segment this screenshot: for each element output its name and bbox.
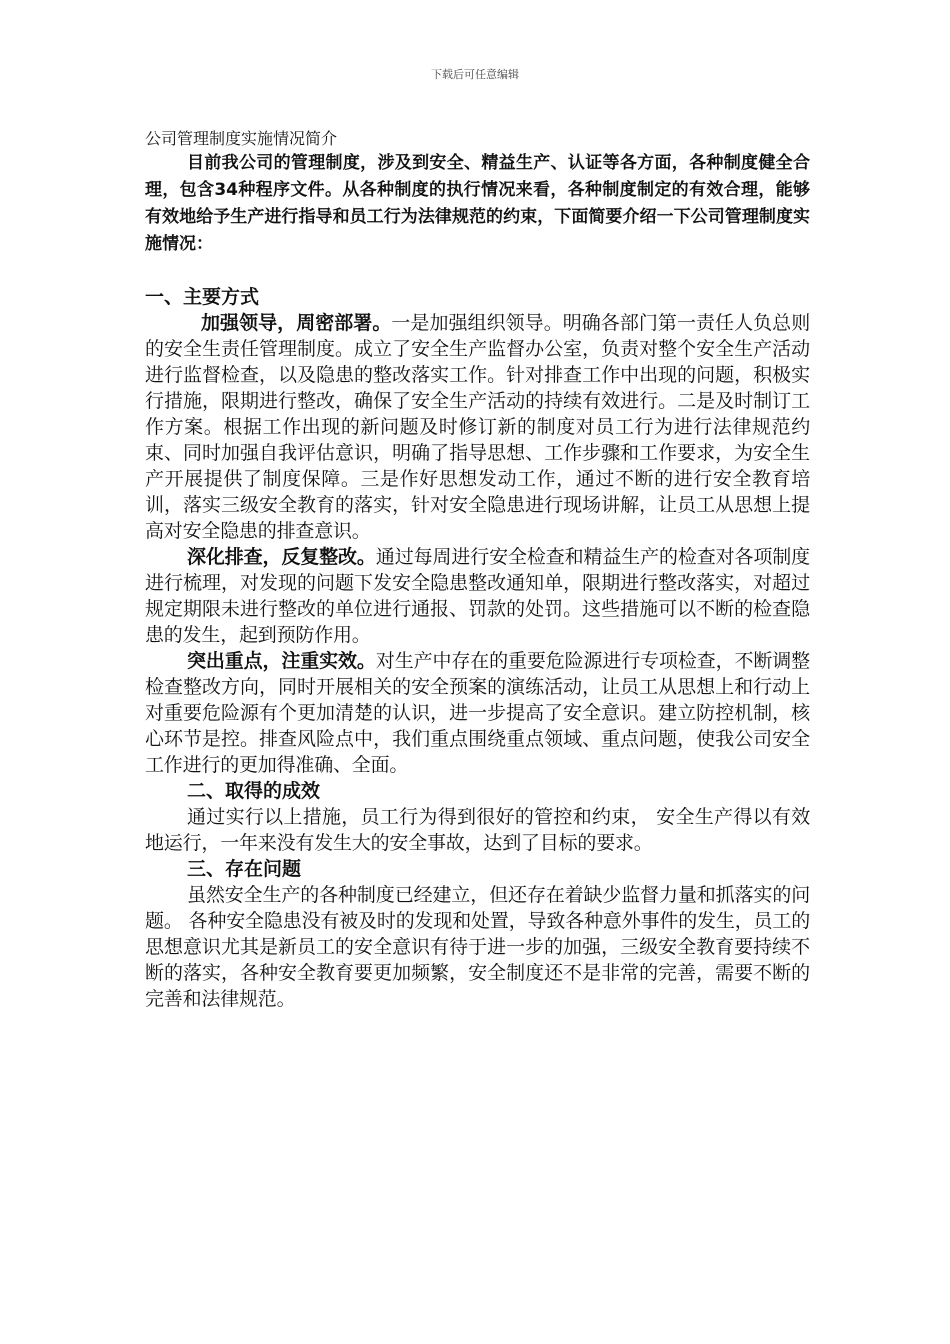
section-heading-main-methods: 一、主要方式: [145, 286, 260, 308]
paragraph-lead: 突出重点，注重实效。: [187, 650, 376, 672]
paragraph-lead: 加强领导，周密部署。: [201, 312, 392, 334]
paragraph-leadership: [145, 310, 810, 544]
paragraph-text: 一是加强组织领导。明确各部门第一责任人负总则的安全生责任管理制度。成立了安全生产监督办公室，负责对整个安全生产活动进行监督检查，以及隐患的整改落实工作。针对排查工作中出现的问题，积极实行措施，限期进行整改，确保了安全生产活动的持续有效进行。二是及时制订工作方案。根据工作出现的新问题及时修订新的制度对员工行为进行法律规范约束、同时加强自我评估意识，明确了指导思想、工作步骤和工作要求，为安全生产开展提供了制度保障。三是作好思想发动工作，通过不断的进行安全教育培训，落实三级安全教育的落实，针对安全隐患进行现场讲解，让员工从思想上提高对安全隐患的排查意识。: [145, 312, 810, 542]
paragraph-problems: 虽然安全生产的各种制度已经建立，但还存在着缺少监督力量和抓落实的问题。 各种安全隐患没有被及时的发现和处置，导致各种意外事件的发生，员工的思想意识尤其是新员工的安全意识有待于进一步的加强，三级安全教育要持续不断的落实，各种安全教育要更加频繁，安全制度还不是非常的完善，需要不断的完善和法律规范。: [145, 884, 810, 1010]
paragraph-text: 通过每周进行安全检查和精益生产的检查对各项制度进行梳理，对发现的问题下发安全隐患整改通知单，限期进行整改落实，对超过规定期限未进行整改的单位进行通报、罚款的处罚。这些措施可以不断的检查隐患的发生，起到预防作用。: [145, 546, 810, 646]
blank-line: [145, 258, 810, 284]
paragraph-results: 通过实行以上措施，员工行为得到很好的管控和约束， 安全生产得以有效地运行，一年来没有发生大的安全事故，达到了目标的要求。: [145, 806, 810, 854]
document-body: [145, 128, 810, 1012]
intro-paragraph: 目前我公司的管理制度，涉及到安全、精益生产、认证等各方面，各种制度健全合理，包含34种程序文件。从各种制度的执行情况来看，各种制度制定的有效合理，能够有效地给予生产进行指导和员工行为法律规范的约束，下面简要介绍一下公司管理制度实施情况：: [145, 153, 810, 254]
document-title: 公司管理制度实施情况简介: [145, 129, 338, 148]
paragraph-focus: [145, 648, 810, 778]
paragraph-text: 对生产中存在的重要危险源进行专项检查，不断调整检查整改方向，同时开展相关的安全预案的演练活动，让员工从思想上和行动上对重要危险源有个更加清楚的认识，进一步提高了安全意识。建立防控机制，核心环节是控。排查风险点中，我们重点围绕重点领域、重点问题，使我公司安全工作进行的更加得准确、全面。: [145, 650, 810, 776]
section-heading-results: 二、取得的成效: [187, 780, 321, 802]
section-heading-problems: 三、存在问题: [187, 858, 302, 880]
page-header-note: 下载后可任意编辑: [431, 68, 519, 81]
paragraph-lead: 深化排查，反复整改。: [187, 546, 376, 568]
paragraph-inspection: [145, 544, 810, 648]
